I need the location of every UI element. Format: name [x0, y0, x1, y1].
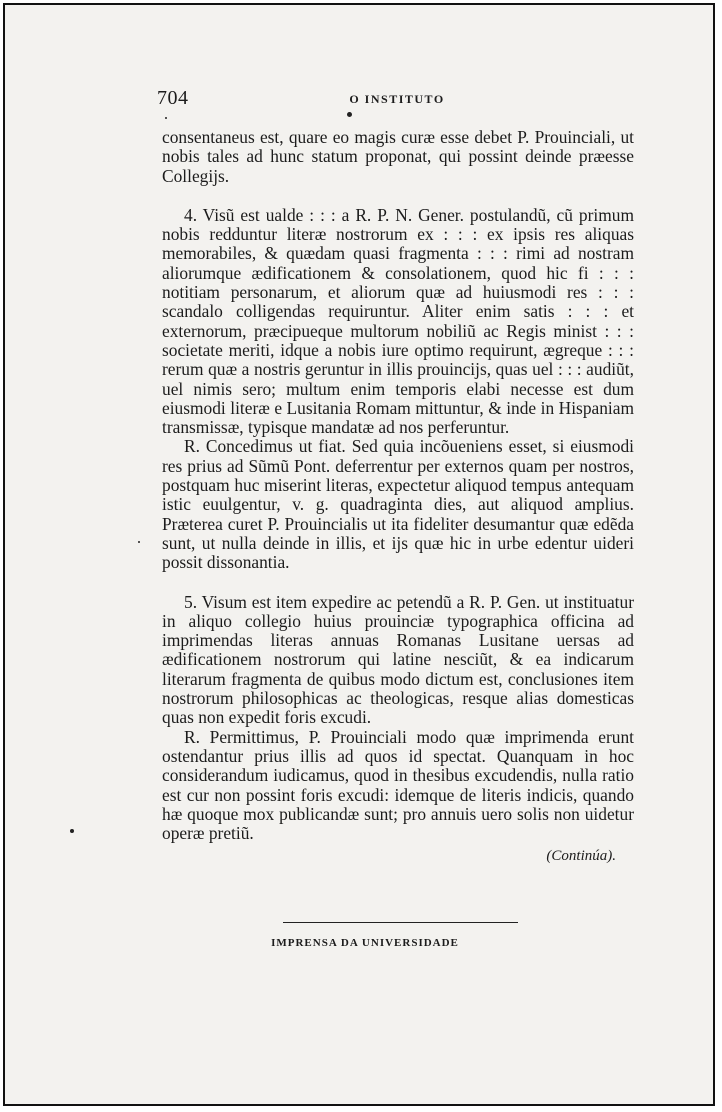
running-title: O INSTITUTO — [349, 92, 445, 106]
page-frame — [3, 3, 715, 1106]
paragraph-gap — [162, 573, 634, 593]
continua-note: (Continúa). — [546, 848, 616, 865]
footer-rule — [283, 922, 518, 923]
ink-speck — [138, 541, 140, 543]
paragraph-reply-4: R. Concedimus ut fiat. Sed quia incõueniens esset, si eiusmodi res prius ad Sũmũ Pont. deferrentur per externos quam per nostros, postquam huc miserint literas, expectetur aliquod tempus antequam istic euulgentur, v. g. quadraginta dies, aut aliquod amplius. Præterea curet P. Prouincialis ut ita fideliter desumantur quæ edẽda sunt, ut nulla deinde in illis, et ijs quæ hic in urbe edentur uideri possit dissonantia. — [162, 436, 634, 573]
paragraph-item-5: 5. Visum est item expedire ac petendũ a R. P. Gen. ut instituatur in aliquo collegio huius prouinciæ typographica officina ad imprimendas literas annuas Romanas Lusitane uersas ad ædificationem nostrorum qui latine nesciũt, & ea indicarum literarum fragmenta de quibus modo dictum est, conclusiones item nostrorum philosophicas ac theologicas, resque alias domesticas quas non expedit foris excudi. — [162, 591, 634, 728]
imprint-line: IMPRENSA DA UNIVERSIDADE — [271, 937, 459, 949]
paragraph-continuation: consentaneus est, quare eo magis curæ esse debet P. Prouinciali, ut nobis tales ad hunc statum proponat, qui possint deinde præesse Collegijs. — [162, 127, 634, 186]
body-text — [162, 128, 634, 867]
paragraph-item-4: 4. Visũ est ualde : : : a R. P. N. Gener. postulandũ, cũ primum nobis redduntur literæ nostrorum ex : : : ex ipsis res aliquas memorabiles, & quædam quasi fragmenta : : : rimi ad nostram aliorumque ædificationem & consolationem, quod hic fi : : : notitiam personarum, et aliorum quæ ad huiusmodi res : : : scandalo colligendas requiruntur. Aliter enim satis : : : et externorum, præcipueque multorum nobiliũ ac Regis minist : : : societate meriti, idque a nobis iure optimo requirunt, ægreque : : : rerum quæ a nostris geruntur in illis prouincijs, quas uel : : : audiũt, uel nimis sero; multum enim temporis elabi necesse est dum eiusmodi literæ e Lusitania Romam mittuntur, & inde in Hispaniam transmissæ, typisque mandatæ ad nos perferuntur. — [162, 204, 634, 438]
paragraph-reply-5: R. Permittimus, P. Prouinciali modo quæ imprimenda erunt ostendantur prius illis ad quos id spectat. Quanquam in hoc considerandum iudicamus, quod in thesibus excudendis, nulla ratio est cur non possint foris excudi: idemque de literis indicis, quando hæ quoque mox publicandæ sunt; pro annuis uero solis non uidetur operæ pretiũ. — [162, 726, 634, 844]
paragraph-gap — [162, 186, 634, 206]
page-number: 704 — [157, 87, 189, 109]
ink-speck — [70, 829, 74, 833]
ink-speck — [165, 117, 167, 119]
page-header — [157, 87, 637, 117]
ink-speck — [347, 112, 352, 117]
